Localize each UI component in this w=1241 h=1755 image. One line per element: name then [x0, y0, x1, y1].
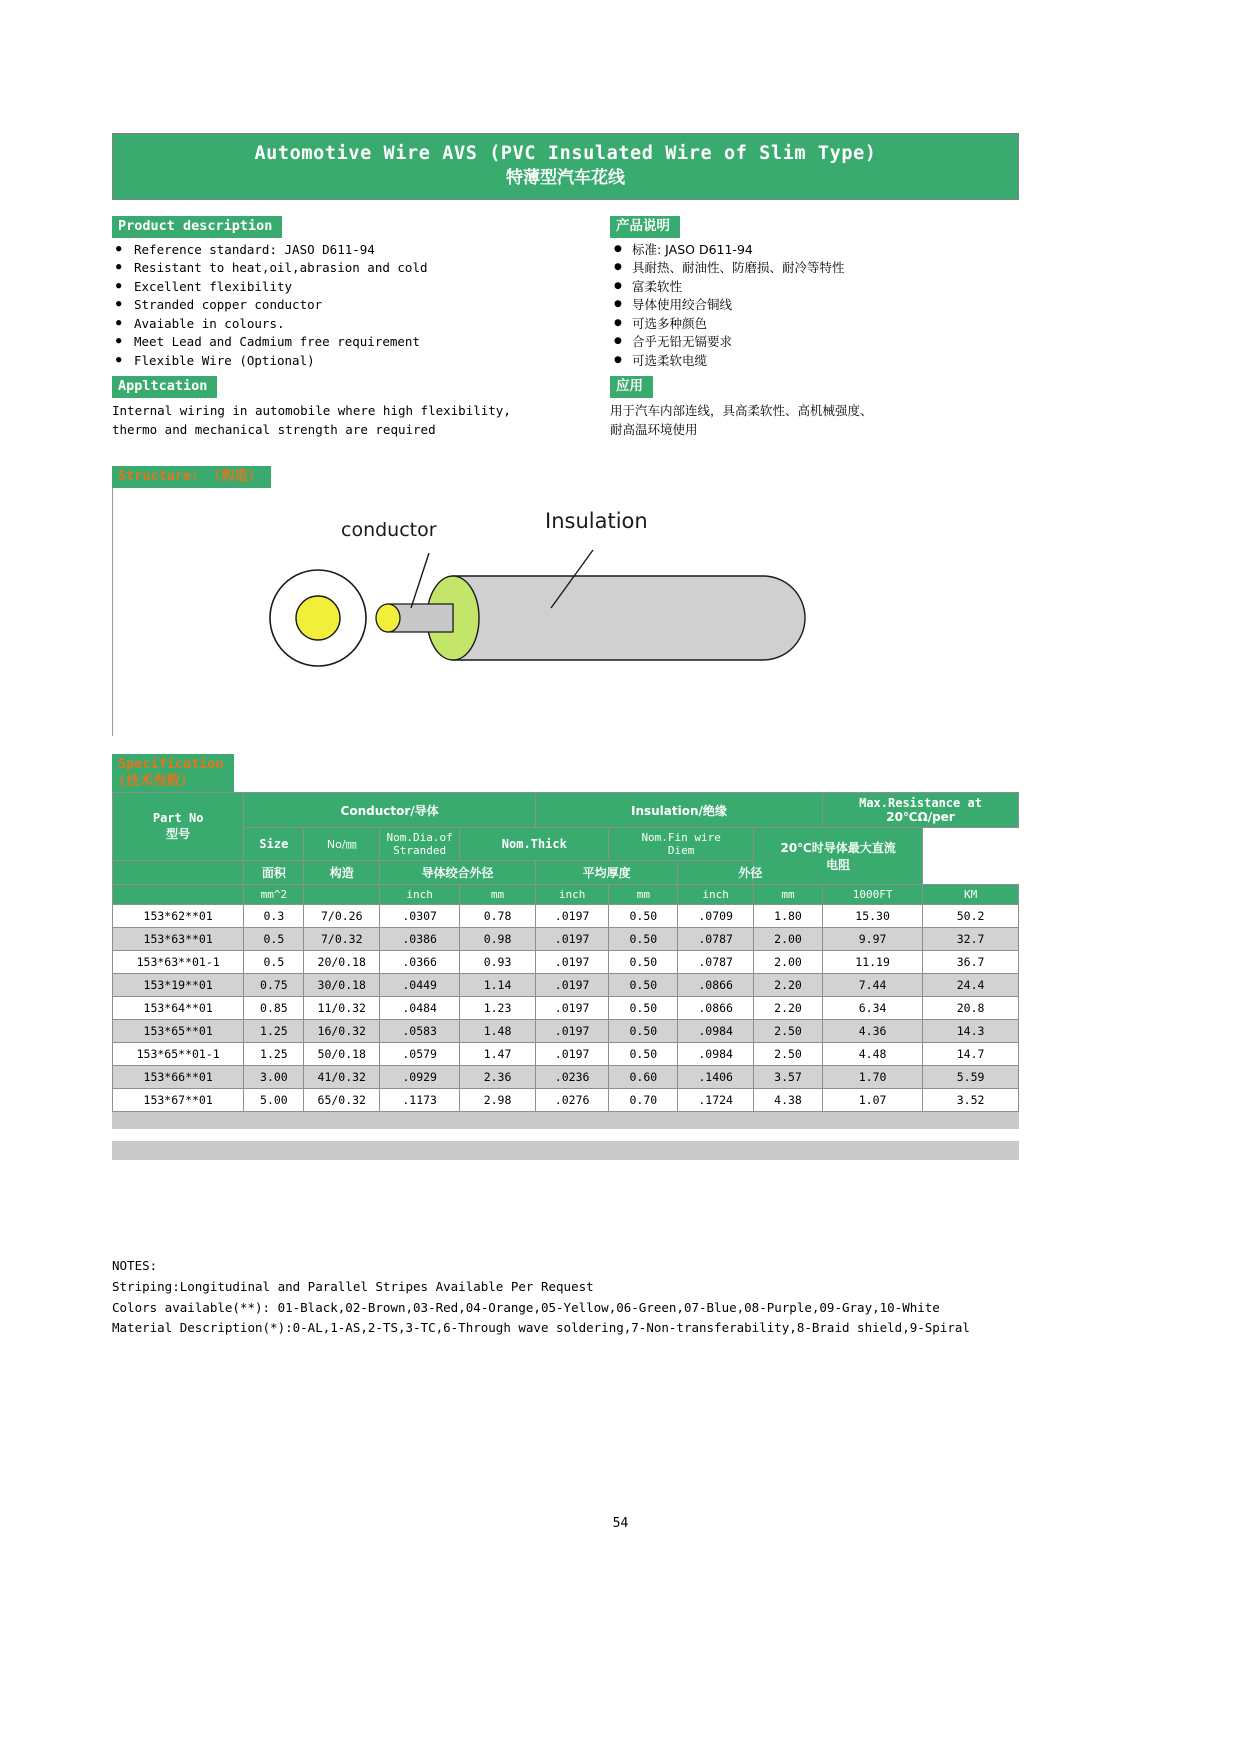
- table-body: [113, 905, 1019, 1112]
- cell-part-no: 153*67**01: [113, 1089, 244, 1112]
- cell-dia-inch: .0449: [380, 974, 460, 997]
- cell-fin-mm: 3.57: [754, 1066, 823, 1089]
- cell-dia-inch: .0583: [380, 1020, 460, 1043]
- cell-fin-inch: .0787: [678, 951, 754, 974]
- table-header-row-1: [113, 793, 1019, 828]
- th-nom-thick: Nom.Thick: [460, 828, 609, 861]
- cell-fin-inch: .0866: [678, 974, 754, 997]
- application-heading-cn: 应用: [610, 376, 653, 398]
- table-header-row-2: [113, 828, 1019, 861]
- datasheet: [112, 133, 1019, 1339]
- th-nom-fin: [609, 828, 754, 861]
- conductor-label: conductor: [341, 518, 437, 541]
- cell-thick-mm: 0.50: [609, 951, 678, 974]
- cell-dia-mm: 1.48: [460, 1020, 536, 1043]
- cell-thick-inch: .0197: [535, 997, 608, 1020]
- cell-size: 0.5: [244, 951, 304, 974]
- cell-thick-inch: .0197: [535, 1020, 608, 1043]
- cell-dia-mm: 0.93: [460, 951, 536, 974]
- th-unit-km: KM: [923, 885, 1019, 905]
- cell-fin-mm: 2.00: [754, 951, 823, 974]
- cell-fin-mm: 2.50: [754, 1043, 823, 1066]
- table-row: [113, 951, 1019, 974]
- cell-part-no: 153*19**01: [113, 974, 244, 997]
- cell-dia-inch: .0386: [380, 928, 460, 951]
- specification-section: [112, 754, 1019, 1161]
- th-unit-mm2: mm^2: [244, 885, 304, 905]
- th-part-no-en: Part No: [152, 811, 204, 826]
- structure-heading: Structure: （构造）: [112, 466, 271, 488]
- cell-res-km: 5.59: [923, 1066, 1019, 1089]
- cell-size: 1.25: [244, 1020, 304, 1043]
- th-area-cn: 面积: [244, 861, 304, 885]
- th-stranded-dia-cn: 导体绞合外径: [380, 861, 536, 885]
- cell-fin-inch: .0787: [678, 928, 754, 951]
- list-item: ● Avaiable in colours.: [112, 315, 610, 334]
- cell-res-1000ft: 6.34: [823, 997, 923, 1020]
- cell-size: 1.25: [244, 1043, 304, 1066]
- cell-res-km: 24.4: [923, 974, 1019, 997]
- cell-res-km: 36.7: [923, 951, 1019, 974]
- application-text-en-line1: Internal wiring in automobile where high flexibility,: [112, 403, 511, 419]
- th-unit-inch2: inch: [535, 885, 608, 905]
- cell-res-1000ft: 4.36: [823, 1020, 923, 1043]
- application-text-en-line2: thermo and mechanical strength are required: [112, 422, 436, 438]
- product-description-list-en: [112, 241, 610, 371]
- list-item: ● Resistant to heat,oil,abrasion and cold: [112, 259, 610, 278]
- cell-size: 5.00: [244, 1089, 304, 1112]
- description-column-cn: [610, 216, 1019, 440]
- page-title-cn: 特薄型汽车花线: [506, 167, 625, 188]
- application-text-cn-line2: 耐高温环境使用: [610, 422, 698, 438]
- cell-thick-inch: .0197: [535, 974, 608, 997]
- table-row: [113, 928, 1019, 951]
- th-nom-dia-l2: Stranded: [393, 844, 447, 858]
- cell-dia-inch: .0366: [380, 951, 460, 974]
- cell-dia-inch: .0307: [380, 905, 460, 928]
- cell-fin-inch: .0984: [678, 1043, 754, 1066]
- th-nom-fin-l1: Nom.Fin wire: [641, 831, 721, 845]
- product-description-heading-en: Product description: [112, 216, 282, 238]
- cell-res-km: 20.8: [923, 997, 1019, 1020]
- list-item: ● Reference standard: JASO D611-94: [112, 241, 610, 260]
- notes-line-1: Striping:Longitudinal and Parallel Stripes Available Per Request: [112, 1279, 594, 1295]
- th-unit-inch3: inch: [678, 885, 754, 905]
- cell-fin-mm: 2.50: [754, 1020, 823, 1043]
- th-nom-dia: [380, 828, 460, 861]
- th-no-mm: No/㎜: [304, 828, 380, 861]
- cell-part-no: 153*64**01: [113, 997, 244, 1020]
- cell-size: 0.85: [244, 997, 304, 1020]
- cell-dia-mm: 0.78: [460, 905, 536, 928]
- cell-thick-mm: 0.50: [609, 997, 678, 1020]
- description-section: [112, 216, 1019, 440]
- table-row: [113, 905, 1019, 928]
- cell-size: 0.3: [244, 905, 304, 928]
- th-nom-fin-l2: Diem: [667, 844, 695, 858]
- table-header: [113, 793, 1019, 905]
- list-item: ● 导体使用绞合铜线: [610, 296, 1019, 315]
- th-insulation: Insulation/绝缘: [535, 793, 822, 828]
- th-unit-inch1: inch: [380, 885, 460, 905]
- cell-res-km: 14.7: [923, 1043, 1019, 1066]
- cell-part-no: 153*63**01: [113, 928, 244, 951]
- cell-fin-mm: 2.20: [754, 974, 823, 997]
- list-item: ● 具耐热、耐油性、防磨损、耐冷等特性: [610, 259, 1019, 278]
- cell-no: 11/0.32: [304, 997, 380, 1020]
- description-column-en: [112, 216, 610, 440]
- th-max-resistance-l1: Max.Resistance at: [859, 796, 982, 811]
- th-unit-mm1: mm: [460, 885, 536, 905]
- th-unit-mm2b: mm: [609, 885, 678, 905]
- cell-thick-inch: .0197: [535, 905, 608, 928]
- th-conductor: Conductor/导体: [244, 793, 536, 828]
- cell-fin-inch: .1724: [678, 1089, 754, 1112]
- cell-part-no: 153*65**01: [113, 1020, 244, 1043]
- cell-res-km: 14.3: [923, 1020, 1019, 1043]
- notes-title: NOTES:: [112, 1258, 158, 1274]
- cell-thick-inch: .0236: [535, 1066, 608, 1089]
- cell-res-1000ft: 9.97: [823, 928, 923, 951]
- cell-size: 0.75: [244, 974, 304, 997]
- notes-line-2: Colors available(**): 01-Black,02-Brown,03-Red,04-Orange,05-Yellow,06-Green,07-Blue,08-Purple,09-Gray,10-White: [112, 1299, 940, 1315]
- th-part-no: [113, 793, 244, 861]
- cell-no: 16/0.32: [304, 1020, 380, 1043]
- notes-section: [112, 1256, 1019, 1339]
- th-resistance-cn-l1: 20℃时导体最大直流: [780, 841, 896, 856]
- table-filler-bar-1: [112, 1112, 1019, 1129]
- page-number: 54: [612, 1516, 629, 1531]
- cell-part-no: 153*65**01-1: [113, 1043, 244, 1066]
- list-item: ● Stranded copper conductor: [112, 296, 610, 315]
- insulation-label: Insulation: [545, 508, 648, 533]
- cell-res-1000ft: 4.48: [823, 1043, 923, 1066]
- table-row: [113, 1089, 1019, 1112]
- cell-thick-mm: 0.50: [609, 905, 678, 928]
- th-size: Size: [244, 828, 304, 861]
- cell-no: 20/0.18: [304, 951, 380, 974]
- cell-size: 0.5: [244, 928, 304, 951]
- th-max-resistance: [823, 793, 1019, 828]
- table-row: [113, 1043, 1019, 1066]
- cell-dia-inch: .1173: [380, 1089, 460, 1112]
- cell-size: 3.00: [244, 1066, 304, 1089]
- cell-res-1000ft: 7.44: [823, 974, 923, 997]
- list-item: ● 可选柔软电缆: [610, 352, 1019, 371]
- cell-fin-mm: 2.00: [754, 928, 823, 951]
- page-title-en: Automotive Wire AVS (PVC Insulated Wire of Slim Type): [254, 143, 877, 164]
- cell-res-1000ft: 1.70: [823, 1066, 923, 1089]
- cell-dia-mm: 1.14: [460, 974, 536, 997]
- cell-fin-inch: .0709: [678, 905, 754, 928]
- th-avg-thick-cn: 平均厚度: [535, 861, 677, 885]
- cell-no: 7/0.26: [304, 905, 380, 928]
- cell-res-km: 3.52: [923, 1089, 1019, 1112]
- cell-res-km: 50.2: [923, 905, 1019, 928]
- list-item: ● Meet Lead and Cadmium free requirement: [112, 333, 610, 352]
- cell-res-1000ft: 15.30: [823, 905, 923, 928]
- wire-structure-diagram: [233, 488, 883, 736]
- specification-heading-en: Specification: [118, 755, 224, 772]
- cell-no: 65/0.32: [304, 1089, 380, 1112]
- th-units-blank: [113, 885, 244, 905]
- cell-thick-inch: .0197: [535, 951, 608, 974]
- cell-thick-inch: .0276: [535, 1089, 608, 1112]
- application-heading-en: Appltcation: [112, 376, 217, 398]
- table-row: [113, 1020, 1019, 1043]
- th-outer-dia-cn: 外径: [678, 861, 823, 885]
- th-nom-dia-l1: Nom.Dia.of: [386, 831, 453, 845]
- table-row: [113, 1066, 1019, 1089]
- list-item: ● 可选多种颜色: [610, 315, 1019, 334]
- table-header-row-units: [113, 885, 1019, 905]
- cell-thick-inch: .0197: [535, 928, 608, 951]
- cell-dia-inch: .0484: [380, 997, 460, 1020]
- table-filler-bar-2: [112, 1141, 1019, 1160]
- cell-thick-mm: 0.70: [609, 1089, 678, 1112]
- cell-res-1000ft: 11.19: [823, 951, 923, 974]
- list-item: ● 合乎无铅无镉要求: [610, 333, 1019, 352]
- list-item: ● Excellent flexibility: [112, 278, 610, 297]
- th-blank: [113, 861, 244, 885]
- cell-dia-mm: 1.23: [460, 997, 536, 1020]
- page-title-banner: [112, 133, 1019, 200]
- product-description-list-cn: [610, 241, 1019, 371]
- application-text-cn: [610, 402, 1019, 440]
- list-item: ● 标准: JASO D611-94: [610, 241, 1019, 260]
- cell-part-no: 153*62**01: [113, 905, 244, 928]
- cell-fin-mm: 4.38: [754, 1089, 823, 1112]
- product-description-heading-cn: 产品说明: [610, 216, 680, 238]
- th-unit-1000ft: 1000FT: [823, 885, 923, 905]
- cell-thick-mm: 0.60: [609, 1066, 678, 1089]
- cell-dia-mm: 1.47: [460, 1043, 536, 1066]
- cell-part-no: 153*66**01: [113, 1066, 244, 1089]
- cell-part-no: 153*63**01-1: [113, 951, 244, 974]
- cell-dia-inch: .0579: [380, 1043, 460, 1066]
- cell-no: 41/0.32: [304, 1066, 380, 1089]
- cell-fin-inch: .0984: [678, 1020, 754, 1043]
- cell-dia-mm: 0.98: [460, 928, 536, 951]
- cell-res-km: 32.7: [923, 928, 1019, 951]
- th-construct-cn: 构造: [304, 861, 380, 885]
- notes-line-3: Material Description(*):0-AL,1-AS,2-TS,3-TC,6-Through wave soldering,7-Non-transferability,8-Braid shield,9-Spiral: [112, 1320, 970, 1336]
- cell-thick-mm: 0.50: [609, 974, 678, 997]
- application-text-cn-line1: 用于汽车内部连线，具高柔软性、高机械强度、: [610, 403, 873, 419]
- th-unit-blank2: [304, 885, 380, 905]
- cell-dia-mm: 2.36: [460, 1066, 536, 1089]
- cell-res-1000ft: 1.07: [823, 1089, 923, 1112]
- cell-thick-inch: .0197: [535, 1043, 608, 1066]
- cell-thick-mm: 0.50: [609, 928, 678, 951]
- table-row: [113, 997, 1019, 1020]
- cell-dia-mm: 2.98: [460, 1089, 536, 1112]
- cell-no: 7/0.32: [304, 928, 380, 951]
- cell-thick-mm: 0.50: [609, 1043, 678, 1066]
- cell-no: 50/0.18: [304, 1043, 380, 1066]
- th-max-resistance-l2: 20℃Ω/per: [886, 810, 955, 825]
- cell-dia-inch: .0929: [380, 1066, 460, 1089]
- table-row: [113, 974, 1019, 997]
- application-text-en: [112, 402, 610, 440]
- th-part-no-cn: 型号: [166, 827, 191, 842]
- cell-fin-inch: .0866: [678, 997, 754, 1020]
- specification-heading-cn: (技术叁数）: [118, 772, 194, 789]
- th-unit-mm3: mm: [754, 885, 823, 905]
- cell-fin-inch: .1406: [678, 1066, 754, 1089]
- th-resistance-cn-l2: 电阻: [826, 858, 851, 873]
- structure-section: [112, 466, 1019, 736]
- cell-fin-mm: 1.80: [754, 905, 823, 928]
- specification-table: [112, 792, 1019, 1112]
- specification-heading: [112, 754, 234, 793]
- cell-thick-mm: 0.50: [609, 1020, 678, 1043]
- cell-fin-mm: 2.20: [754, 997, 823, 1020]
- structure-diagram-frame: [112, 488, 1019, 736]
- list-item: ● Flexible Wire (Optional): [112, 352, 610, 371]
- cell-no: 30/0.18: [304, 974, 380, 997]
- list-item: ● 富柔软性: [610, 278, 1019, 297]
